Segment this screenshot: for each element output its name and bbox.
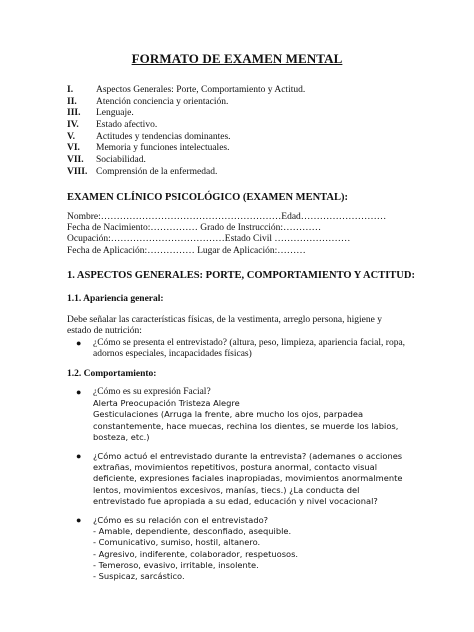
list-item: ● ¿Cómo se presenta el entrevistado? (altura, peso, limpieza, apariencia facial, ropa, adornos especiales, incapacidades físicas) (76, 338, 406, 360)
document-page: FORMATO DE EXAMEN MENTAL I. Aspectos Generales: Porte, Comportamiento y Actitud. II. Atención conciencia y orientación. III. Lenguaje. IV. Estado afectivo. V. Actitudes y tendencias dominantes. VI. Memoria y funciones intelectuales. VII. Sociabilidad. VIII. Comprensión de la enfermedad. EXAMEN CLÍNICO PSICOLÓGICO (EXAMEN MENTAL): Nombre:…………………………………………………Edad……………………… Fecha de Nacimiento:…………… Grado de Instrucción:………… Ocupación:………………………………Estado Civil …………………… Fecha de Aplicación:…………… Lugar de Aplicación:……… 1. ASPECTOS GENERALES: PORTE, COMPORTAMIENTO Y ACTITUD: 1.1. Apariencia general: Debe señalar las características físicas, de la vestimenta, arreglo persona, higiene y estado de nutrición: ● ¿Cómo se presenta el entrevistado? (altura, peso, limpieza, apariencia facial, ropa, adornos especiales, incapacidades físicas) 1.2. Comportamiento: ● ¿Cómo es su expresión Facial? Alerta Preocupación Tristeza Alegre Gesticulaciones (Arruga la frente, abre mucho los ojos, parpadea constantemente, hace muecas, rechina los dientes, se muerde los labios, bosteza, etc.) ● ¿Cómo actuó el entrevistado durante la entrevista? (ademanes o acciones extrañas, movimientos repetitivos, postura anormal, contacto visual deficiente, expresiones faciales inapropiadas, movimientos anormalmente lentos, movimientos excesivos, manías, tiecs.) ¿La conducta del entrevistado fue apropiada a su edad, educación y nivel vocacional? ● ¿Cómo es su relación con el entrevistado? - Amable, dependiente, desconfiado, asequible. - Comunicativo, sumiso, hostil, altanero. - Agresivo, indiferente, colaborador, respetuosos. - Temeroso, evasivo, irritable, insolente. - Suspicaz, sarcástico. (0, 0, 474, 632)
form-line-nacimiento: Fecha de Nacimiento:…………… Grado de Instrucción:………… (67, 223, 322, 234)
comportamiento-list-3 (76, 515, 411, 582)
list-item: ● ¿Cómo actuó el entrevistado durante la entrevista? (ademanes o acciones extrañas, movimientos repetitivos, postura anormal, contacto visual deficiente, expresiones faciales inapropiadas, movimientos anormalmente lentos, movimientos excesivos, manías, tiecs.) ¿La conducta del entrevistado fue apropiada a su edad, educación y nivel vocacional? (76, 451, 403, 506)
list-item: ● ¿Cómo es su relación con el entrevistado? - Amable, dependiente, desconfiado, asequible. - Comunicativo, sumiso, hostil, altanero. - Agresivo, indiferente, colaborador, respetuosos. - Temeroso, evasivo, irritable, insolente. - Suspicaz, sarcástico. (76, 515, 299, 582)
apariencia-paragraph: Debe señalar las características físicas, de la vestimenta, arreglo persona, higiene y estado de nutrición: (67, 315, 382, 337)
bullet-icon: ● (76, 451, 82, 461)
subsection-1-1-heading: 1.1. Apariencia general: (67, 294, 164, 304)
document-title: FORMATO DE EXAMEN MENTAL (131, 51, 343, 66)
form-line-nombre: Nombre:…………………………………………………Edad……………………… (67, 212, 387, 222)
form-line-ocupacion: Ocupación:………………………………Estado Civil …………………… (67, 234, 351, 245)
subsection-1-2-heading: 1.2. Comportamiento: (67, 369, 157, 379)
apariencia-list (76, 338, 411, 360)
comportamiento-list-1 (76, 387, 411, 443)
bullet-icon: ● (76, 387, 82, 397)
section-1-heading: 1. ASPECTOS GENERALES: PORTE, COMPORTAMIENTO Y ACTITUD: (67, 270, 415, 281)
bullet-icon: ● (76, 338, 82, 348)
exam-heading: EXAMEN CLÍNICO PSICOLÓGICO (EXAMEN MENTAL): (67, 192, 348, 203)
list-item: ● ¿Cómo es su expresión Facial? Alerta Preocupación Tristeza Alegre Gesticulaciones (Arruga la frente, abre mucho los ojos, parpadea constantemente, hace muecas, rechina los dientes, se muerde los labios, bosteza, etc.) (76, 387, 399, 442)
patient-form (67, 212, 386, 257)
form-line-aplicacion: Fecha de Aplicación:…………… Lugar de Aplicación:……… (67, 245, 306, 256)
comportamiento-list-2 (76, 451, 411, 507)
bullet-icon: ● (76, 515, 82, 525)
